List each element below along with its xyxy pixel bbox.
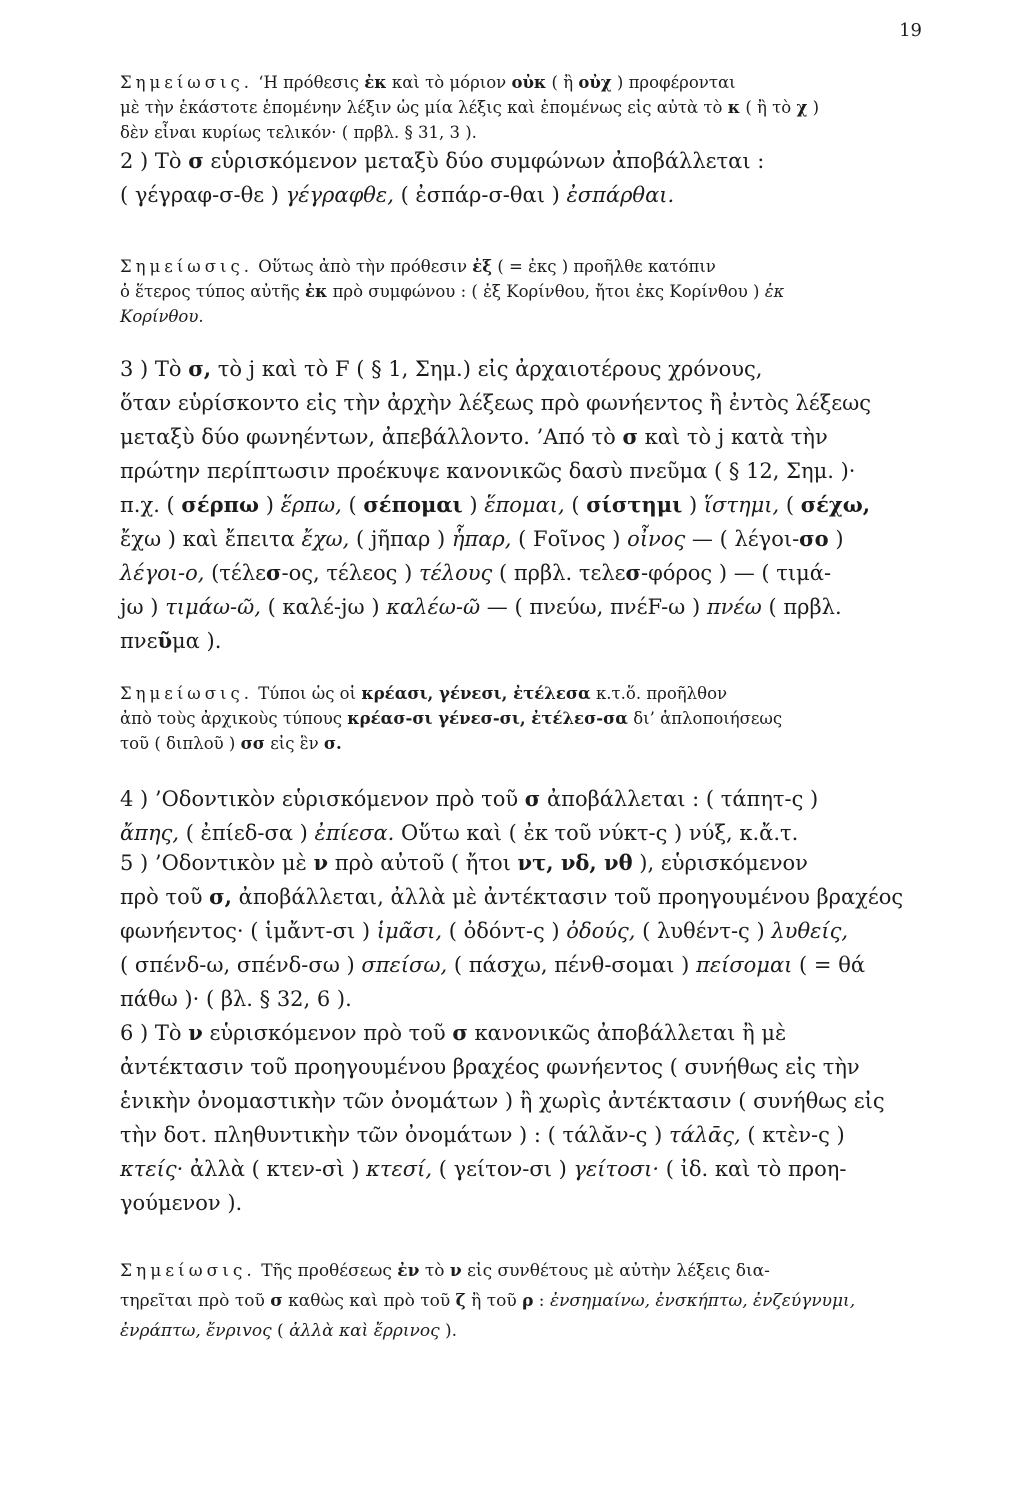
text-run: γείτοσι·: [573, 1157, 660, 1181]
text-run: ἐκ: [764, 282, 785, 301]
text-line: [120, 254, 930, 279]
text-run: χ: [796, 98, 808, 117]
text-run: ἐν: [397, 1261, 420, 1281]
text-run: ( πάσχω, πένθ-σομαι ): [447, 953, 697, 977]
text-run: καλέω-ῶ: [386, 595, 481, 619]
text-run: ) προφέρονται: [611, 73, 736, 92]
text-run: ‘Η πρόθεσις: [252, 73, 365, 92]
text-run: δὲν εἶναι κυρίως τελικόν· ( πρβλ. § 31, 3 ).: [120, 123, 477, 142]
text-line: [120, 624, 930, 658]
text-run: σέχω,: [800, 492, 871, 517]
text-run: πρὸ τοῦ: [120, 885, 210, 909]
text-run: πρὸ αὐτοῦ ( ἤτοι: [328, 851, 518, 875]
text-run: κτείς·: [120, 1157, 184, 1181]
text-run: τέλους: [418, 561, 493, 585]
note-label: Σημείωσις.: [120, 257, 253, 276]
text-run: — ( πνεύω, πνέF-ω ): [480, 595, 707, 619]
text-line: [120, 706, 930, 731]
text-run: ἐσπάρθαι.: [566, 183, 675, 207]
text-run: ): [259, 493, 281, 517]
text-line: [120, 1286, 930, 1316]
text-run: πείσομαι: [696, 953, 793, 977]
text-run: ( πρβλ. τελε: [492, 561, 626, 585]
text-run: μὲ τὴν ἑκάστοτε ἑπομένην λέξιν ὡς μία λέξις καὶ ἑπομένως εἰς αὐτὰ τὸ: [120, 98, 728, 117]
text-run: τὸ: [419, 1261, 450, 1281]
text-run: — ( λέγοι-: [685, 527, 800, 551]
text-run: Τύποι ὡς οἱ: [252, 684, 362, 703]
rule-5-paragraph: [120, 846, 930, 1016]
text-run: ( Fοῖνος ): [511, 527, 628, 551]
text-run: σίστημι: [586, 492, 683, 517]
text-run: ( λυθέντ-ς ): [635, 919, 772, 943]
text-run: Τῆς προθέσεως: [255, 1261, 398, 1281]
text-line: [120, 556, 930, 590]
text-run: 2 ) Τὸ: [120, 149, 189, 173]
note-label: Σημείωσις.: [120, 73, 253, 92]
text-line: [120, 488, 930, 522]
text-run: οἶνος: [627, 527, 686, 551]
text-run: ἵστημι,: [703, 493, 780, 517]
text-run: :: [533, 1291, 550, 1311]
text-run: κρέασ-σι γένεσ-σι, ἐτέλεσ-σα: [347, 709, 628, 728]
text-line: [120, 120, 930, 145]
text-run: καὶ τὸ μόριον: [386, 73, 512, 92]
text-run: λυθείς,: [771, 919, 849, 943]
text-run: ἀλλὰ καὶ ἔρρινος: [289, 1321, 440, 1341]
text-run: ν: [449, 1261, 462, 1281]
text-run: ( σπένδ-ω, σπένδ-σω ): [120, 953, 362, 977]
text-run: -ος, τέλεος ): [281, 561, 419, 585]
text-line: [120, 816, 930, 850]
text-run: ( ἐσπάρ-σ-θαι ): [393, 183, 567, 207]
text-run: ἄπης,: [120, 821, 180, 845]
text-run: π.χ. (: [120, 493, 182, 517]
text-run: ), εὑρισκόμενον: [632, 851, 808, 875]
note-paragraph: [120, 681, 930, 756]
text-run: ἢ τοῦ: [465, 1291, 523, 1311]
text-run: Οὕτω καὶ ( ἐκ τοῦ νύκτ-ς ) νύξ, κ.ἄ.τ.: [394, 821, 799, 845]
text-run: μα ).: [172, 629, 222, 653]
text-run: εἰς συνθέτους μὲ αὐτὴν λέξεις δια-: [461, 1261, 770, 1281]
note-label: Σημείωσις.: [120, 684, 253, 703]
text-run: ὀδούς,: [566, 919, 636, 943]
text-run: ἱμᾶσι,: [376, 919, 443, 943]
text-line: [120, 782, 930, 816]
text-run: κ.τ.ὅ. προῆλθον: [590, 684, 728, 703]
text-run: ῦ: [157, 628, 173, 653]
text-run: σέπομαι: [363, 492, 463, 517]
text-run: γούμενον ).: [120, 1191, 243, 1215]
text-run: σο: [799, 526, 829, 551]
text-run: ἐπίεσα.: [314, 821, 395, 845]
text-run: (: [779, 493, 801, 517]
text-run: 3 ) Τὸ: [120, 357, 189, 381]
text-run: 6 ) Τὸ: [120, 1021, 189, 1045]
text-run: ἐξ: [472, 257, 493, 276]
text-line: [120, 279, 930, 304]
text-run: ( ἢ τὸ: [740, 98, 797, 117]
text-run: σέρπω: [181, 492, 260, 517]
text-run: εὑρισκόμενον μεταξὺ δύο συμφώνων ἀποβάλλεται :: [203, 149, 765, 173]
note-paragraph: [120, 70, 930, 145]
text-run: λέγοι-ο,: [120, 561, 205, 585]
text-run: ἐνσημαίνω, ἐνσκήπτω, ἐνζεύγνυμι,: [549, 1291, 856, 1311]
text-line: [120, 948, 930, 982]
text-run: σπείσω,: [361, 953, 448, 977]
text-line: [120, 522, 930, 556]
rule-6-paragraph: [120, 1016, 930, 1220]
text-run: οὐχ: [578, 73, 612, 92]
rule-3-paragraph: [120, 352, 930, 658]
text-run: σ: [188, 148, 204, 173]
text-run: ): [462, 493, 485, 517]
text-run: ( ὀδόντ-ς ): [442, 919, 567, 943]
text-run: -φόρος ) — ( τιμά-: [641, 561, 832, 585]
text-line: [120, 1316, 930, 1346]
text-run: ἧπαρ,: [451, 527, 512, 551]
text-run: ν: [313, 850, 329, 875]
note-label: Σημείωσις.: [120, 1261, 256, 1281]
text-run: ( ἰδ. καὶ τὸ προη-: [659, 1157, 847, 1181]
text-run: ἐκ: [364, 73, 387, 92]
text-run: ἔχω,: [301, 527, 350, 551]
text-line: [120, 880, 930, 914]
text-run: κανονικῶς ἀποβάλλεται ἢ μὲ: [467, 1021, 787, 1045]
text-run: ἐκ: [304, 282, 328, 301]
text-line: [120, 1152, 930, 1186]
text-line: [120, 846, 930, 880]
text-run: jω ): [120, 595, 166, 619]
text-run: ἀποβάλλεται : ( τάπητ-ς ): [540, 787, 819, 811]
text-run: καθὼς καὶ πρὸ τοῦ: [282, 1291, 456, 1311]
text-line: [120, 681, 930, 706]
text-run: ἀποβάλλεται, ἀλλὰ μὲ ἀντέκτασιν τοῦ προηγουμένου βραχέος: [231, 885, 904, 909]
text-run: (: [271, 1321, 290, 1341]
text-run: (: [341, 493, 364, 517]
text-line: [120, 178, 930, 212]
text-run: (: [564, 493, 587, 517]
text-run: σ: [452, 1020, 468, 1045]
text-line: [120, 144, 930, 178]
text-run: 5 ) ’Οδοντικὸν μὲ: [120, 851, 314, 875]
text-line: [120, 304, 930, 329]
text-run: ( = θά: [792, 953, 866, 977]
text-run: ἑνικὴν ὀνομαστικὴν τῶν ὀνομάτων ) ἢ χωρὶς ἀντέκτασιν ( συνήθως εἰς: [120, 1089, 885, 1113]
text-run: ν: [188, 1020, 203, 1045]
text-line: [120, 420, 930, 454]
page-number: 19: [899, 20, 922, 41]
text-run: σ: [524, 786, 541, 811]
text-run: εὑρισκόμενον πρὸ τοῦ: [202, 1021, 453, 1045]
text-line: [120, 982, 930, 1016]
rule-2-paragraph: [120, 144, 930, 212]
text-run: ( πρβλ.: [761, 595, 842, 619]
text-run: ( ἢ: [546, 73, 579, 92]
text-run: πνε: [120, 629, 158, 653]
note-paragraph: [120, 1256, 930, 1346]
text-run: εἰς ἓν: [264, 734, 324, 753]
text-run: σ: [622, 424, 638, 449]
text-run: σσ: [240, 734, 265, 753]
text-run: ( ἐπίεδ-σα ): [179, 821, 315, 845]
text-run: ἀπὸ τοὺς ἀρχικοὺς τύπους: [120, 709, 348, 728]
text-line: [120, 1016, 930, 1050]
text-line: [120, 70, 930, 95]
text-line: [120, 352, 930, 386]
text-run: ( γέγραφ-σ-θε ): [120, 183, 286, 207]
text-run: τιμάω-ῶ,: [165, 595, 261, 619]
text-run: ζ: [455, 1291, 466, 1311]
text-run: οὐκ: [511, 73, 547, 92]
text-run: ὅταν εὑρίσκοντο εἰς τὴν ἀρχὴν λέξεως πρὸ φωνήεντος ἢ ἐντὸς λέξεως: [120, 391, 872, 415]
text-run: καὶ τὸ j κατὰ τὴν: [637, 425, 828, 449]
text-run: ἀλλὰ ( κτεν-σὶ ): [183, 1157, 367, 1181]
text-run: ): [682, 493, 704, 517]
text-run: τηρεῖται πρὸ τοῦ: [120, 1291, 271, 1311]
text-run: ρ: [522, 1291, 534, 1311]
note-paragraph: [120, 254, 930, 329]
text-run: ἀντέκτασιν τοῦ προηγουμένου βραχέος φωνήεντος ( συνήθως εἰς τὴν: [120, 1055, 860, 1079]
text-run: ): [828, 527, 844, 551]
text-run: σ: [265, 560, 282, 585]
rule-4-paragraph: [120, 782, 930, 850]
text-run: ντ, νδ, νθ: [517, 850, 633, 875]
text-run: ): [807, 98, 820, 117]
text-run: ἕπομαι,: [484, 493, 565, 517]
text-run: (τέλε: [204, 561, 266, 585]
text-line: [120, 1186, 930, 1220]
text-run: μεταξὺ δύο φωνηέντων, ἀπεβάλλοντο. ’Από τὸ: [120, 425, 623, 449]
text-run: ( = ἐκς ) προῆλθε κατόπιν: [492, 257, 716, 276]
text-run: γέγραφθε,: [285, 183, 394, 207]
text-line: [120, 731, 930, 756]
text-run: ὁ ἕτερος τύπος αὐτῆς: [120, 282, 305, 301]
text-run: πρὸ συμφώνου : ( ἐξ Κορίνθου, ἤτοι ἐκς Κορίνθου ): [327, 282, 765, 301]
text-run: 4 ) ’Οδοντικὸν εὑρισκόμενον πρὸ τοῦ: [120, 787, 525, 811]
text-run: ( καλέ-jω ): [260, 595, 387, 619]
text-run: δι’ ἁπλοποιήσεως: [627, 709, 783, 728]
text-run: Οὕτως ἀπὸ τὴν πρόθεσιν: [252, 257, 473, 276]
text-run: ἐνράπτω, ἔνριvος: [120, 1321, 272, 1341]
text-run: κτεσί,: [366, 1157, 433, 1181]
text-line: [120, 1256, 930, 1286]
text-run: ( jῆπαρ ): [349, 527, 452, 551]
text-run: κρέασι, γένεσι, ἐτέλεσα: [361, 684, 591, 703]
text-line: [120, 1118, 930, 1152]
text-run: ).: [439, 1321, 458, 1341]
text-line: [120, 1050, 930, 1084]
text-run: πάθω )· ( βλ. § 32, 6 ).: [120, 987, 352, 1011]
text-run: τάλᾱς,: [668, 1123, 741, 1147]
text-line: [120, 95, 930, 120]
text-run: ἔχω ) καὶ ἔπειτα: [120, 527, 302, 551]
text-run: Κορίνθου.: [120, 307, 204, 326]
text-run: ( κτὲν-ς ): [740, 1123, 845, 1147]
text-run: κ: [727, 98, 741, 117]
text-run: ( γείτον-σι ): [432, 1157, 574, 1181]
text-run: σ: [270, 1291, 283, 1311]
text-run: τοῦ ( διπλοῦ ): [120, 734, 241, 753]
text-run: σ,: [209, 884, 232, 909]
text-line: [120, 590, 930, 624]
text-line: [120, 454, 930, 488]
text-run: πνέω: [706, 595, 762, 619]
text-run: πρώτην περίπτωσιν προέκυψε κανονικῶς δασὺ πνεῦμα ( § 12, Σημ. )·: [120, 459, 856, 483]
text-run: τὸ j καὶ τὸ F ( § 1, Σημ.) εἰς ἀρχαιοτέρους χρόνους,: [211, 357, 763, 381]
text-run: σ: [625, 560, 641, 585]
text-run: φωνήεντος· ( ἱμἄντ-σι ): [120, 919, 377, 943]
text-run: ἕρπω,: [280, 493, 342, 517]
text-line: [120, 1084, 930, 1118]
text-run: σ,: [188, 356, 212, 381]
text-line: [120, 914, 930, 948]
text-run: τὴν δοτ. πληθυντικὴν τῶν ὀνομάτων ) : ( τάλᾰν-ς ): [120, 1123, 669, 1147]
text-line: [120, 386, 930, 420]
text-run: σ.: [323, 734, 342, 753]
